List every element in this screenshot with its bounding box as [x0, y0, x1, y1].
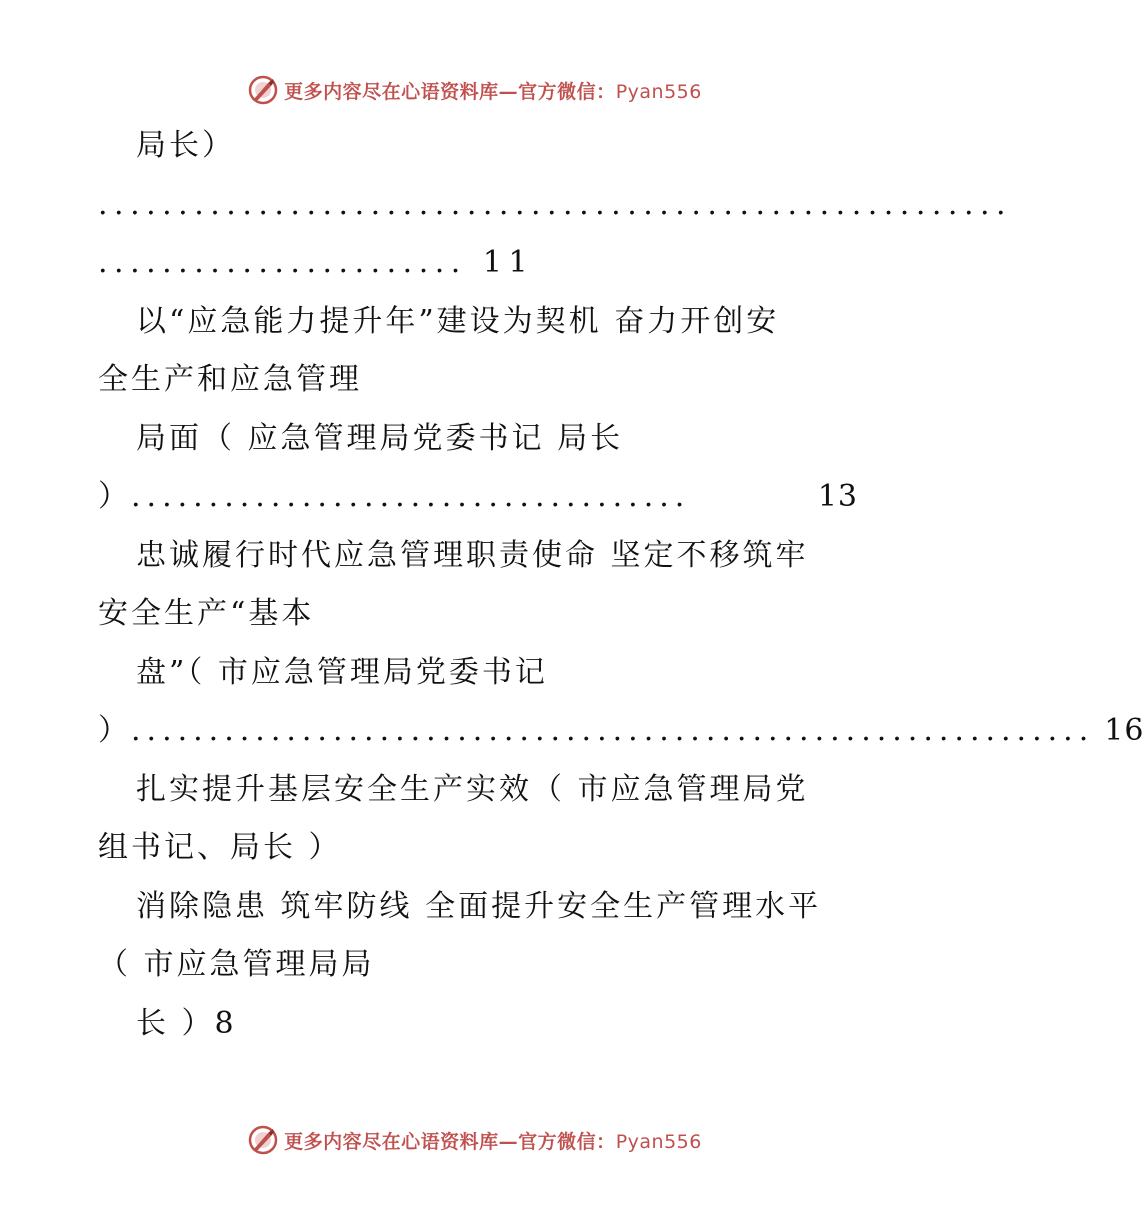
- toc-entry-title: 盘”（ 市应急管理局党委书记: [136, 654, 548, 690]
- toc-entry-title: 忠诚履行时代应急管理职责使命 坚定不移筑牢: [136, 537, 809, 573]
- toc-entry-title: 以“应急能力提升年”建设为契机 奋力开创安: [136, 303, 780, 339]
- banner-wechat-label: 官方微信：: [518, 1130, 616, 1153]
- banner-site-text: 更多内容尽在心语资料库: [284, 80, 499, 103]
- toc-prefix: ）: [98, 479, 131, 514]
- banner-wechat-label: 官方微信：: [518, 80, 616, 103]
- toc-entry-page-row: [98, 468, 858, 527]
- document-body: [98, 117, 1144, 1053]
- toc-prefix: ）: [98, 713, 131, 748]
- dot-leader-line: ....................... 11: [98, 245, 535, 280]
- banner-site-text: 更多内容尽在心语资料库: [284, 1130, 499, 1153]
- toc-entry-title: 局面（ 应急管理局党委书记 局长: [136, 420, 624, 456]
- banner-dash: —: [498, 1130, 519, 1153]
- dot-leader-line: .........................................................: [98, 186, 1013, 222]
- banner-text: [284, 1127, 702, 1154]
- quill-circle-icon: [248, 1125, 278, 1155]
- dot-leader: ..............................................................: [131, 713, 1095, 748]
- toc-entry-title: 扎实提升基层安全生产实效（ 市应急管理局党: [136, 771, 809, 807]
- toc-entry-title: 安全生产“基本: [98, 596, 315, 631]
- toc-entry-page-row: [98, 702, 1144, 761]
- banner-dash: —: [498, 80, 519, 103]
- banner-wechat-id: Pyan556: [615, 80, 702, 103]
- header-banner: [0, 70, 950, 110]
- text-line: 局长）: [136, 128, 235, 163]
- page-number: 16: [1104, 713, 1144, 748]
- toc-entry-title: （ 市应急管理局局: [98, 947, 375, 982]
- quill-circle-icon: [248, 75, 278, 105]
- banner-text: [284, 77, 702, 104]
- toc-entry-title: 全生产和应急管理: [98, 362, 362, 397]
- toc-entry-title: 组书记、局长 ）: [98, 830, 342, 865]
- footer-banner: [0, 1120, 950, 1160]
- toc-entry-title: 消除隐患 筑牢防线 全面提升安全生产管理水平: [136, 888, 822, 924]
- banner-wechat-id: Pyan556: [615, 1130, 702, 1153]
- toc-entry-title: 长 ）8: [136, 1005, 237, 1041]
- dot-leader: ....................................: [131, 479, 691, 514]
- page-number: 13: [817, 479, 858, 514]
